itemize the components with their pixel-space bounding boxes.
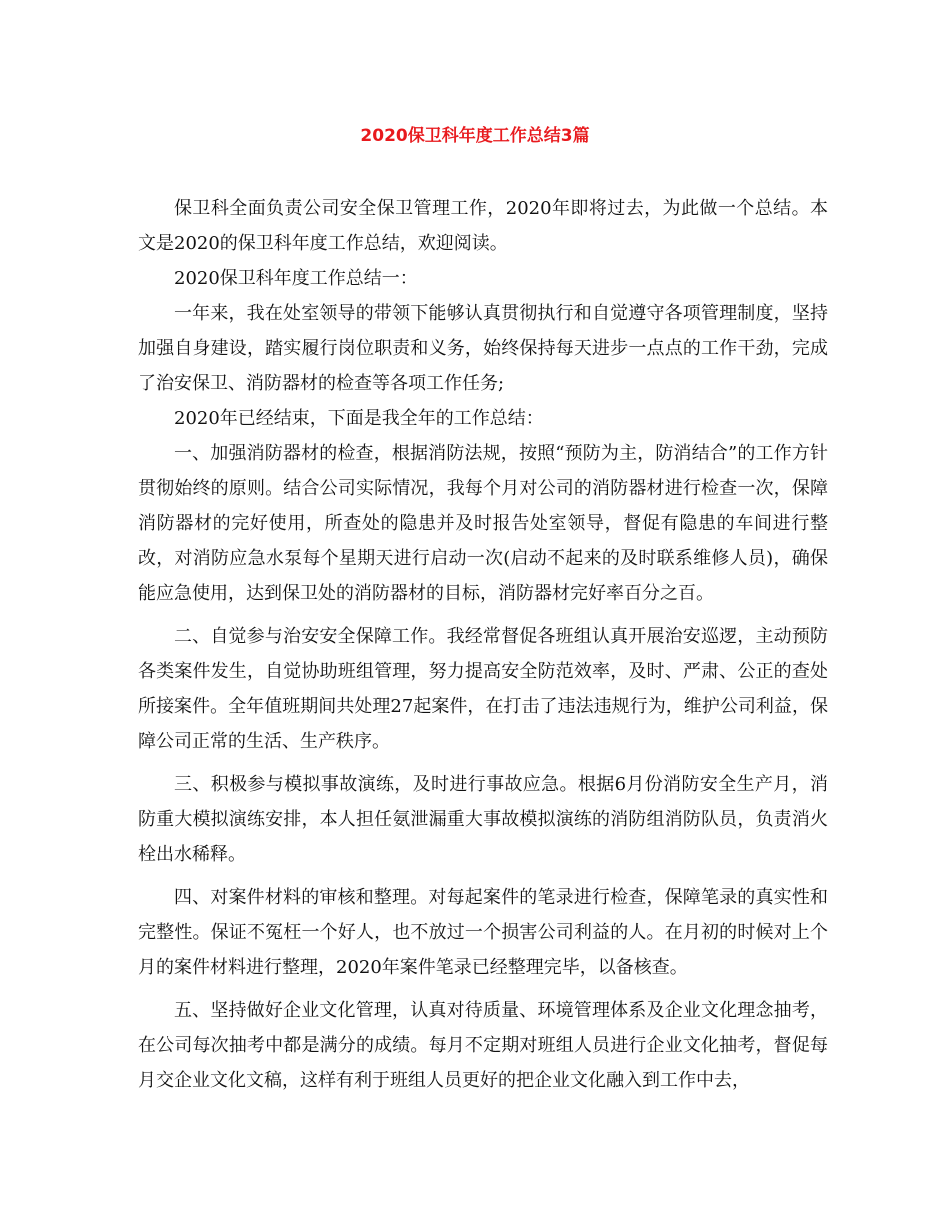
paragraph-item-3: 三、积极参与模拟事故演练，及时进行事故应急。根据6月份消防安全生产月，消防重大模拟演练安排，本人担任氨泄漏重大事故模拟演练的消防组消防队员，负责消火栓出水稀释。 (138, 774, 828, 865)
paragraph-summary-lead: 2020年已经结束，下面是我全年的工作总结： (174, 408, 544, 429)
paragraph-item-1: 一、加强消防器材的检查，根据消防法规，按照“预防为主，防消结合”的工作方针贯彻始终的原则。结合公司实际情况，我每个月对公司的消防器材进行检查一次，保障消防器材的完好使用，所查处的隐患并及时报告处室领导，督促有隐患的车间进行整改，对消防应急水泵每个星期天进行启动一次(启动不起来的及时联系维修人员)，确保能应急使用，达到保卫处的消防器材的目标，消防器材完好率百分之百。 (138, 443, 828, 604)
paragraph-item-4: 四、对案件材料的审核和整理。对每起案件的笔录进行检查，保障笔录的真实性和完整性。保证不冤枉一个好人，也不放过一个损害公司利益的人。在月初的时候对上个月的案件材料进行整理，2020年案件笔录已经整理完毕，以备核查。 (138, 887, 828, 978)
paragraph-item-2: 二、自觉参与治安安全保障工作。我经常督促各班组认真开展治安巡逻，主动预防各类案件发生，自觉协助班组管理，努力提高安全防范效率，及时、严肃、公正的查处所接案件。全年值班期间共处理27起案件，在打击了违法违规行为，维护公司利益，保障公司正常的生活、生产秩序。 (138, 626, 828, 752)
document-body (138, 191, 828, 1098)
paragraph-item-5: 五、坚持做好企业文化管理，认真对待质量、环境管理体系及企业文化理念抽考，在公司每次抽考中都是满分的成绩。每月不定期对班组人员进行企业文化抽考，督促每月交企业文化文稿，这样有利于班组人员更好的把企业文化融入到工作中去， (138, 1000, 828, 1091)
paragraph-intro: 保卫科全面负责公司安全保卫管理工作，2020年即将过去，为此做一个总结。本文是2020的保卫科年度工作总结，欢迎阅读。 (138, 198, 828, 254)
document-title: 2020保卫科年度工作总结3篇 (360, 126, 590, 146)
paragraph-overview: 一年来，我在处室领导的带领下能够认真贯彻执行和自觉遵守各项管理制度，坚持加强自身建设，踏实履行岗位职责和义务，始终保持每天进步一点点的工作干劲，完成了治安保卫、消防器材的检查等各项工作任务; (138, 303, 828, 394)
paragraph-section-heading: 2020保卫科年度工作总结一： (174, 268, 418, 289)
